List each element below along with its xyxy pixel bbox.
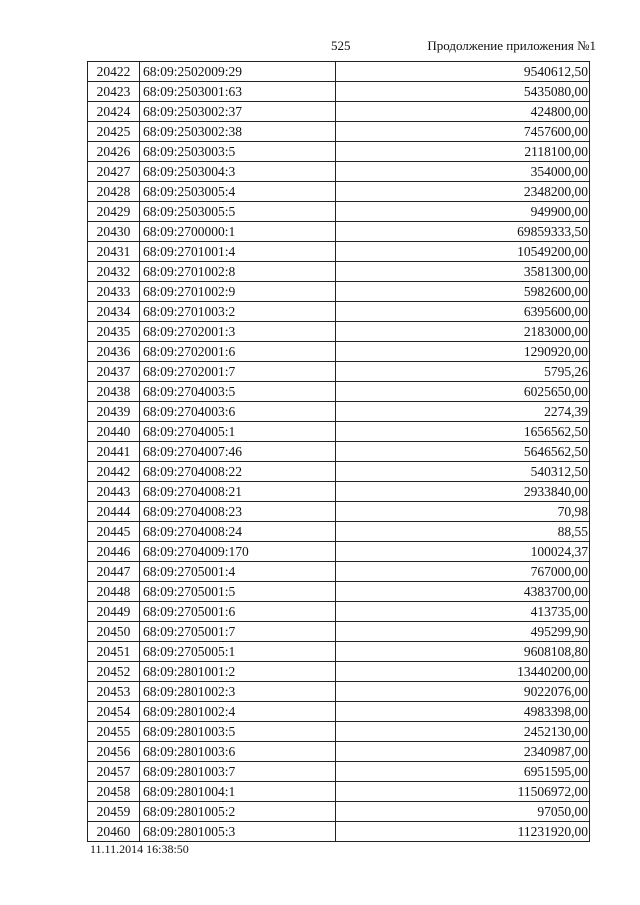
value-cell: 11506972,00	[336, 782, 590, 802]
row-number-cell: 20455	[88, 722, 140, 742]
value-cell: 2348200,00	[336, 182, 590, 202]
cadastral-number-cell: 68:09:2705001:7	[140, 622, 336, 642]
cadastral-number-cell: 68:09:2705001:6	[140, 602, 336, 622]
cadastral-number-cell: 68:09:2503005:5	[140, 202, 336, 222]
page-number: 525	[331, 38, 351, 53]
value-cell: 6395600,00	[336, 302, 590, 322]
value-cell: 2274,39	[336, 402, 590, 422]
cadastral-number-cell: 68:09:2801005:2	[140, 802, 336, 822]
value-cell: 2933840,00	[336, 482, 590, 502]
value-cell: 9540612,50	[336, 62, 590, 82]
table-row	[88, 242, 590, 262]
row-number-cell: 20454	[88, 702, 140, 722]
table-body	[88, 62, 590, 842]
cadastral-number-cell: 68:09:2503001:63	[140, 82, 336, 102]
table-row	[88, 502, 590, 522]
value-cell: 2183000,00	[336, 322, 590, 342]
cadastral-number-cell: 68:09:2702001:3	[140, 322, 336, 342]
value-cell: 9608108,80	[336, 642, 590, 662]
row-number-cell: 20437	[88, 362, 140, 382]
row-number-cell: 20426	[88, 142, 140, 162]
value-cell: 424800,00	[336, 102, 590, 122]
footer-timestamp: 11.11.2014 16:38:50	[90, 842, 189, 856]
value-cell: 3581300,00	[336, 262, 590, 282]
cadastral-number-cell: 68:09:2704008:24	[140, 522, 336, 542]
cadastral-number-cell: 68:09:2701002:9	[140, 282, 336, 302]
table-row	[88, 142, 590, 162]
value-cell: 100024,37	[336, 542, 590, 562]
table-row	[88, 782, 590, 802]
value-cell: 11231920,00	[336, 822, 590, 842]
table-row	[88, 382, 590, 402]
table-row	[88, 222, 590, 242]
row-number-cell: 20439	[88, 402, 140, 422]
row-number-cell: 20440	[88, 422, 140, 442]
row-number-cell: 20441	[88, 442, 140, 462]
row-number-cell: 20445	[88, 522, 140, 542]
cadastral-number-cell: 68:09:2704007:46	[140, 442, 336, 462]
table-row	[88, 362, 590, 382]
cadastral-number-cell: 68:09:2704005:1	[140, 422, 336, 442]
row-number-cell: 20456	[88, 742, 140, 762]
cadastral-number-cell: 68:09:2801003:7	[140, 762, 336, 782]
table-row	[88, 582, 590, 602]
value-cell: 5435080,00	[336, 82, 590, 102]
row-number-cell: 20436	[88, 342, 140, 362]
table-row	[88, 122, 590, 142]
row-number-cell: 20435	[88, 322, 140, 342]
cadastral-number-cell: 68:09:2704009:170	[140, 542, 336, 562]
cadastral-number-cell: 68:09:2704003:6	[140, 402, 336, 422]
value-cell: 5646562,50	[336, 442, 590, 462]
table-row	[88, 422, 590, 442]
cadastral-number-cell: 68:09:2801002:3	[140, 682, 336, 702]
row-number-cell: 20425	[88, 122, 140, 142]
table-row	[88, 402, 590, 422]
row-number-cell: 20422	[88, 62, 140, 82]
table-row	[88, 462, 590, 482]
table-row	[88, 302, 590, 322]
table-row	[88, 322, 590, 342]
table-row	[88, 702, 590, 722]
table-row	[88, 602, 590, 622]
table-row	[88, 522, 590, 542]
row-number-cell: 20446	[88, 542, 140, 562]
table-row	[88, 282, 590, 302]
table-row	[88, 802, 590, 822]
cadastral-number-cell: 68:09:2503004:3	[140, 162, 336, 182]
table-row	[88, 342, 590, 362]
value-cell: 1656562,50	[336, 422, 590, 442]
cadastral-number-cell: 68:09:2702001:7	[140, 362, 336, 382]
cadastral-number-cell: 68:09:2701003:2	[140, 302, 336, 322]
row-number-cell: 20423	[88, 82, 140, 102]
cadastral-number-cell: 68:09:2801004:1	[140, 782, 336, 802]
table-row	[88, 682, 590, 702]
table-row	[88, 62, 590, 82]
table-row	[88, 762, 590, 782]
value-cell: 2452130,00	[336, 722, 590, 742]
value-cell: 4383700,00	[336, 582, 590, 602]
value-cell: 495299,90	[336, 622, 590, 642]
value-cell: 97050,00	[336, 802, 590, 822]
cadastral-number-cell: 68:09:2801003:6	[140, 742, 336, 762]
row-number-cell: 20451	[88, 642, 140, 662]
row-number-cell: 20442	[88, 462, 140, 482]
row-number-cell: 20460	[88, 822, 140, 842]
value-cell: 767000,00	[336, 562, 590, 582]
cadastral-number-cell: 68:09:2702001:6	[140, 342, 336, 362]
cadastral-number-cell: 68:09:2503002:37	[140, 102, 336, 122]
table-row	[88, 442, 590, 462]
row-number-cell: 20434	[88, 302, 140, 322]
row-number-cell: 20457	[88, 762, 140, 782]
cadastral-number-cell: 68:09:2801003:5	[140, 722, 336, 742]
table-row	[88, 822, 590, 842]
value-cell: 540312,50	[336, 462, 590, 482]
row-number-cell: 20444	[88, 502, 140, 522]
cadastral-number-cell: 68:09:2503002:38	[140, 122, 336, 142]
value-cell: 7457600,00	[336, 122, 590, 142]
value-cell: 6025650,00	[336, 382, 590, 402]
table-row	[88, 662, 590, 682]
table-row	[88, 182, 590, 202]
row-number-cell: 20428	[88, 182, 140, 202]
row-number-cell: 20431	[88, 242, 140, 262]
table-row	[88, 262, 590, 282]
value-cell: 70,98	[336, 502, 590, 522]
table-row	[88, 622, 590, 642]
table-row	[88, 482, 590, 502]
row-number-cell: 20459	[88, 802, 140, 822]
row-number-cell: 20429	[88, 202, 140, 222]
value-cell: 88,55	[336, 522, 590, 542]
row-number-cell: 20447	[88, 562, 140, 582]
cadastral-number-cell: 68:09:2503005:4	[140, 182, 336, 202]
cadastral-value-table	[87, 61, 590, 842]
value-cell: 9022076,00	[336, 682, 590, 702]
row-number-cell: 20452	[88, 662, 140, 682]
table-row	[88, 82, 590, 102]
cadastral-number-cell: 68:09:2705001:5	[140, 582, 336, 602]
value-cell: 6951595,00	[336, 762, 590, 782]
value-cell: 13440200,00	[336, 662, 590, 682]
value-cell: 69859333,50	[336, 222, 590, 242]
cadastral-number-cell: 68:09:2801002:4	[140, 702, 336, 722]
row-number-cell: 20433	[88, 282, 140, 302]
row-number-cell: 20448	[88, 582, 140, 602]
row-number-cell: 20427	[88, 162, 140, 182]
value-cell: 4983398,00	[336, 702, 590, 722]
cadastral-number-cell: 68:09:2704008:21	[140, 482, 336, 502]
cadastral-number-cell: 68:09:2502009:29	[140, 62, 336, 82]
value-cell: 413735,00	[336, 602, 590, 622]
cadastral-number-cell: 68:09:2704008:23	[140, 502, 336, 522]
table-row	[88, 562, 590, 582]
cadastral-number-cell: 68:09:2701002:8	[140, 262, 336, 282]
table-row	[88, 742, 590, 762]
value-cell: 354000,00	[336, 162, 590, 182]
row-number-cell: 20438	[88, 382, 140, 402]
row-number-cell: 20449	[88, 602, 140, 622]
table-row	[88, 202, 590, 222]
value-cell: 1290920,00	[336, 342, 590, 362]
cadastral-number-cell: 68:09:2701001:4	[140, 242, 336, 262]
value-cell: 949900,00	[336, 202, 590, 222]
table-row	[88, 722, 590, 742]
value-cell: 5982600,00	[336, 282, 590, 302]
row-number-cell: 20450	[88, 622, 140, 642]
row-number-cell: 20432	[88, 262, 140, 282]
table-row	[88, 102, 590, 122]
value-cell: 2340987,00	[336, 742, 590, 762]
table-row	[88, 642, 590, 662]
value-cell: 10549200,00	[336, 242, 590, 262]
cadastral-number-cell: 68:09:2705001:4	[140, 562, 336, 582]
value-cell: 5795,26	[336, 362, 590, 382]
cadastral-number-cell: 68:09:2704008:22	[140, 462, 336, 482]
table-row	[88, 542, 590, 562]
row-number-cell: 20453	[88, 682, 140, 702]
row-number-cell: 20443	[88, 482, 140, 502]
cadastral-number-cell: 68:09:2705005:1	[140, 642, 336, 662]
row-number-cell: 20424	[88, 102, 140, 122]
value-cell: 2118100,00	[336, 142, 590, 162]
cadastral-number-cell: 68:09:2801005:3	[140, 822, 336, 842]
page-header-title: Продолжение приложения №1	[427, 38, 596, 53]
cadastral-number-cell: 68:09:2700000:1	[140, 222, 336, 242]
row-number-cell: 20430	[88, 222, 140, 242]
cadastral-number-cell: 68:09:2704003:5	[140, 382, 336, 402]
row-number-cell: 20458	[88, 782, 140, 802]
table-row	[88, 162, 590, 182]
cadastral-number-cell: 68:09:2503003:5	[140, 142, 336, 162]
cadastral-number-cell: 68:09:2801001:2	[140, 662, 336, 682]
